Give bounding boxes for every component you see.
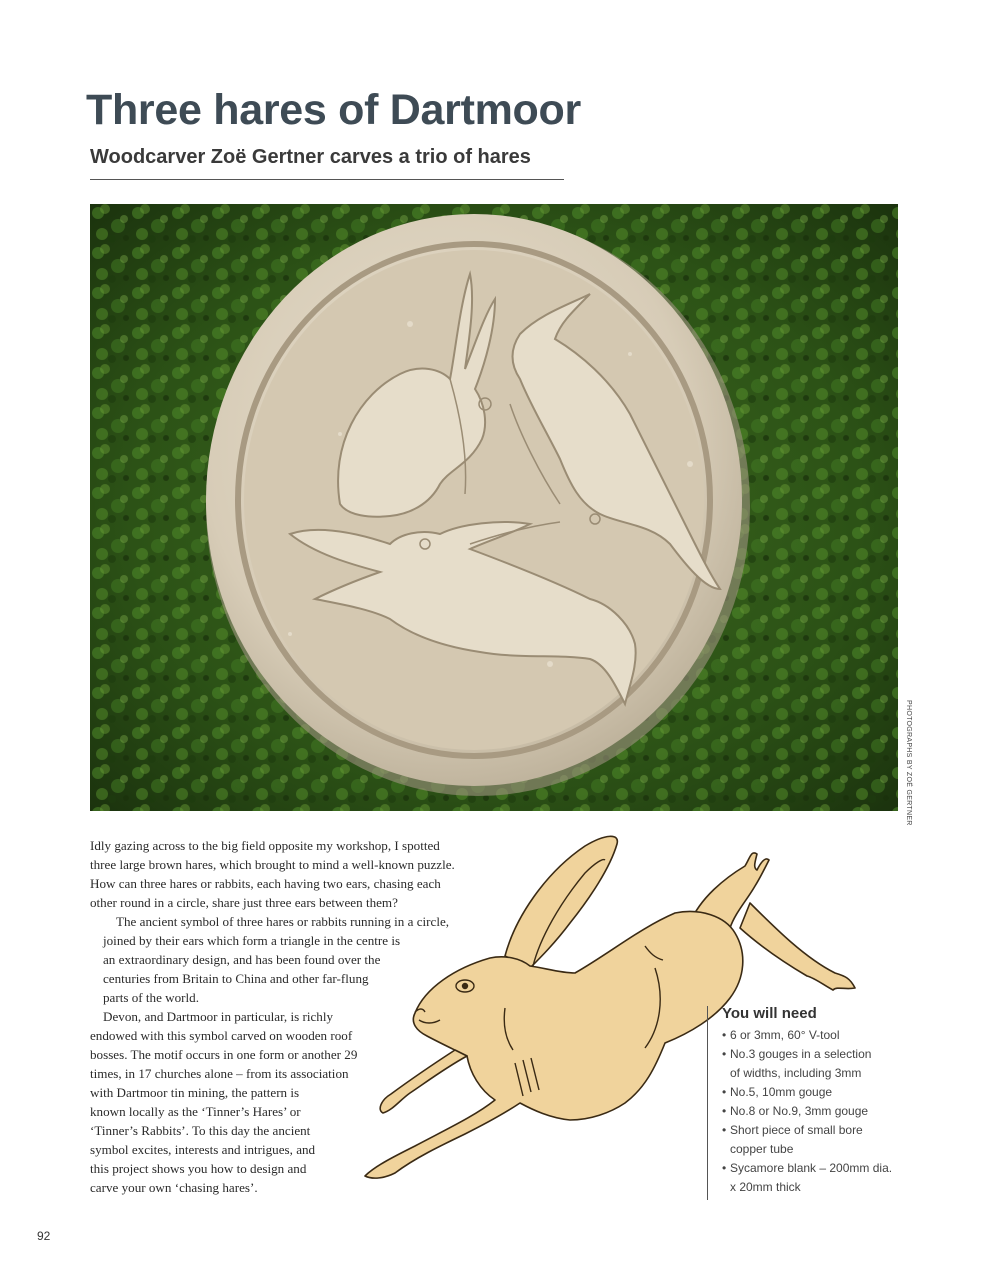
needs-divider <box>707 1006 708 1200</box>
tool-item-text: No.5, 10mm gouge <box>730 1085 833 1099</box>
text-line: times, in 17 churches alone – from its association <box>90 1066 349 1081</box>
text-line: symbol excites, interests and intrigues, and <box>90 1142 316 1157</box>
tool-item-text-cont: x 20mm thick <box>730 1180 801 1194</box>
tool-item-text: Short piece of small bore <box>730 1123 863 1137</box>
text-line: centuries from Britain to China and other far-flung <box>103 971 369 986</box>
text-line: this project shows you how to design and <box>90 1161 307 1176</box>
hare-hind-foot-lower <box>740 903 855 990</box>
text-line: joined by their ears which form a triangle in the centre is <box>103 933 401 948</box>
photo-credit-text: PHOTOGRAPHS BY ZOË GERTNER <box>905 700 912 826</box>
tool-item <box>722 1026 912 1045</box>
text-line: Devon, and Dartmoor in particular, is richly <box>103 1009 334 1024</box>
tool-item-text: No.3 gouges in a selection <box>730 1047 872 1061</box>
page-subtitle: Woodcarver Zoë Gertner carves a trio of hares <box>90 146 531 168</box>
text-line: Idly gazing across to the big field opposite my workshop, I spotted <box>90 838 440 853</box>
text-line: ‘Tinner’s Rabbits’. To this day the ancient <box>90 1123 311 1138</box>
text-line: an extraordinary design, and has been found over the <box>103 952 381 967</box>
title-divider <box>90 179 564 180</box>
text-line: parts of the world. <box>103 990 199 1005</box>
tool-item <box>722 1102 912 1121</box>
carving-photo <box>90 204 898 811</box>
text-line: The ancient symbol of three hares or rabbits running in a circle, <box>116 914 450 929</box>
tool-item-text-cont: of widths, including 3mm <box>730 1066 862 1080</box>
hare-ear-back <box>505 836 617 968</box>
text-line: other round in a circle, share just three ears between them? <box>90 895 398 910</box>
tool-item-text-cont: copper tube <box>730 1142 794 1156</box>
tool-item-text: Sycamore blank – 200mm dia. <box>730 1161 893 1175</box>
photo-credit <box>898 700 912 826</box>
tool-item <box>722 1159 912 1197</box>
tool-item-text: 6 or 3mm, 60° V-tool <box>730 1028 840 1042</box>
you-will-need-title: You will need <box>722 1005 817 1022</box>
tool-item <box>722 1083 912 1102</box>
text-line: three large brown hares, which brought to mind a well-known puzzle. <box>90 857 455 872</box>
hare-body <box>365 912 743 1179</box>
tool-item <box>722 1121 912 1159</box>
page-title: Three hares of Dartmoor <box>86 86 581 134</box>
carving-photo-image <box>90 204 898 811</box>
text-line: with Dartmoor tin mining, the pattern is <box>90 1085 300 1100</box>
tools-list <box>722 1026 912 1197</box>
text-line: carve your own ‘chasing hares’. <box>90 1180 258 1195</box>
text-line: endowed with this symbol carved on wooden roof <box>90 1028 353 1043</box>
page-number: 92 <box>37 1229 51 1243</box>
tool-item-text: No.8 or No.9, 3mm gouge <box>730 1104 869 1118</box>
text-line: How can three hares or rabbits, each having two ears, chasing each <box>90 876 441 891</box>
text-line: bosses. The motif occurs in one form or another 29 <box>90 1047 358 1062</box>
hare-front-leg <box>380 1050 467 1113</box>
tool-item <box>722 1045 912 1083</box>
text-line: known locally as the ‘Tinner’s Hares’ or <box>90 1104 301 1119</box>
you-will-need-box <box>722 1005 912 1197</box>
